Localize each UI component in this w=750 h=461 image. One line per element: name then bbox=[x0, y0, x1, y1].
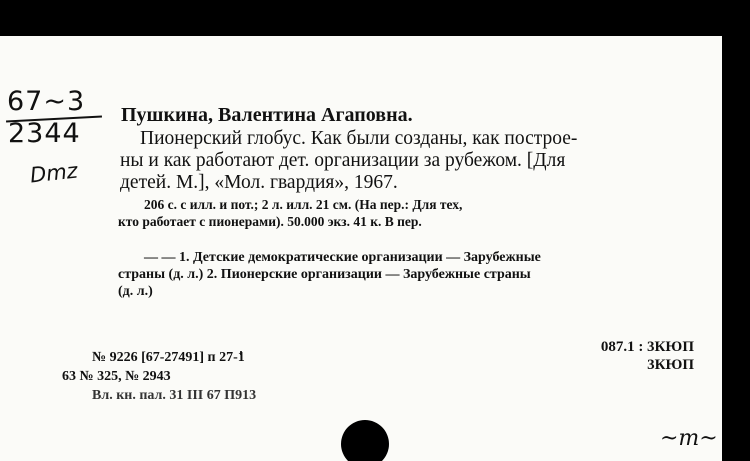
classification-code: 087.1 : 3КЮП bbox=[600, 339, 694, 355]
subject-line: — — 1. Детские демократические организации — Зарубежные bbox=[144, 250, 541, 265]
subject-line: страны (д. л.) 2. Пионерские организации — Зарубежные страны bbox=[118, 267, 531, 282]
collation-block bbox=[118, 196, 695, 230]
title-line: ны и как работают дет. организации за рубежом. [Для bbox=[120, 150, 566, 171]
record-number: № 9226 [67-27491] п 27-1 bbox=[92, 350, 245, 365]
author-heading: Пушкина, Валентина Агаповна. bbox=[121, 104, 413, 126]
punch-hole bbox=[341, 420, 389, 461]
subjects-block bbox=[118, 249, 695, 300]
handwritten-note: Dmz bbox=[28, 158, 79, 188]
title-line: Пионерский глобус. Как были созданы, как построе- bbox=[140, 128, 578, 149]
handwritten-signature: ~m~ bbox=[660, 426, 718, 451]
collation-line: кто работает с пионерами). 50.000 экз. 41 к. В пер. bbox=[118, 214, 422, 229]
handwritten-code-bottom: 2344 bbox=[8, 118, 81, 149]
chamber-stamp-line: Вл. кн. пал. 31 III 67 П913 bbox=[92, 388, 257, 403]
handwritten-code-top: 67~3 bbox=[7, 86, 86, 117]
title-block bbox=[120, 128, 695, 194]
classification-code-short: 3КЮП bbox=[647, 357, 694, 373]
catalog-card bbox=[0, 36, 722, 461]
subject-line: (д. л.) bbox=[118, 284, 153, 299]
record-number-secondary: 63 № 325, № 2943 bbox=[62, 369, 171, 384]
title-line: детей. М.], «Мол. гвардия», 1967. bbox=[120, 172, 398, 193]
collation-line: 206 с. с илл. и пот.; 2 л. илл. 21 см. (На пер.: Для тех, bbox=[144, 197, 463, 212]
